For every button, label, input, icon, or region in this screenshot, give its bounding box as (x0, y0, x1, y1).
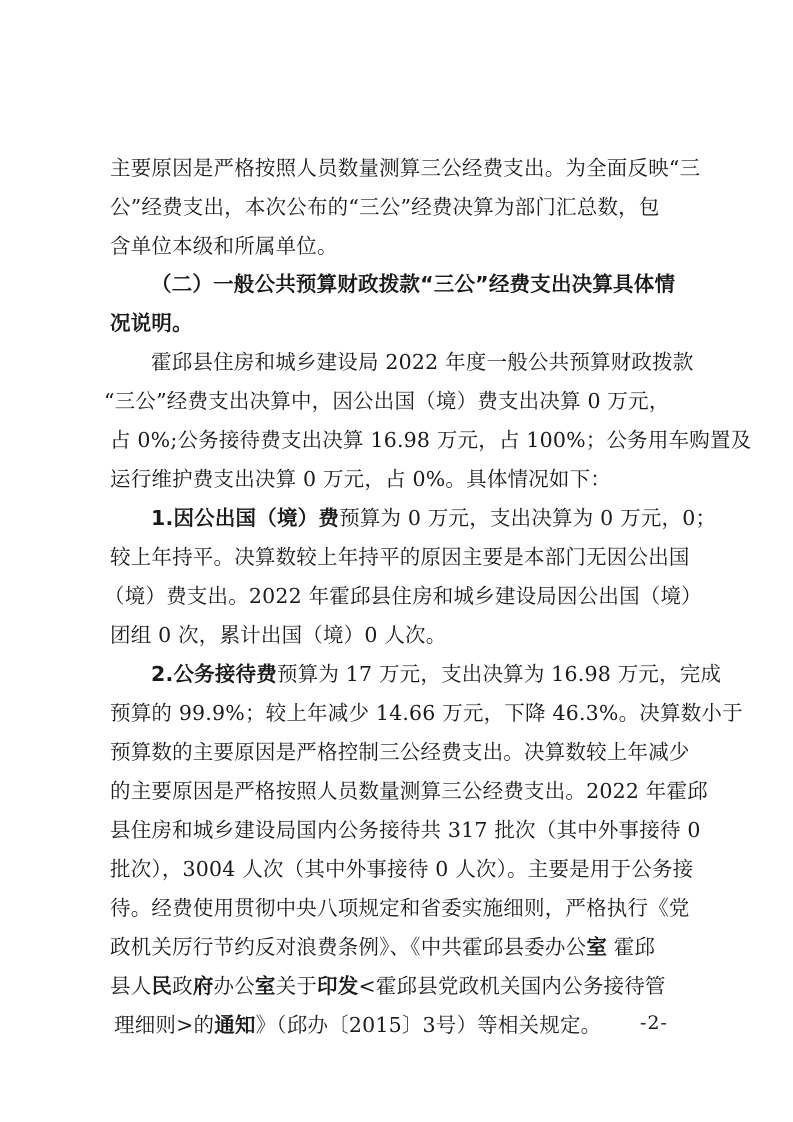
text-line: 通知 (214, 1013, 256, 1037)
text-line: 室 (254, 974, 276, 998)
text-line: 关于 (275, 974, 318, 998)
section-heading (110, 306, 193, 336)
text-line: 霍邱 (607, 935, 656, 959)
text-line: 主要原因是严格按照人员数量测算三公经费支出。为全面反映“三 (110, 156, 701, 180)
text-line: 预算为 0 万元，支出决算为 0 万元，0； (339, 506, 717, 530)
paragraph-line (110, 618, 446, 648)
paragraph-line (151, 345, 694, 375)
text-line: 霍邱县住房和城乡建设局 2022 年度一般公共预算财政拨款 (151, 350, 694, 374)
paragraph-line (110, 735, 690, 765)
paragraph-line (110, 774, 708, 804)
text-line: 办公 (213, 974, 255, 998)
paragraph-line (110, 423, 751, 453)
text-line: 理细则>的 (114, 1013, 215, 1037)
heading-text: （二）一般公共预算财政拨款“三公”经费支出决算具体情 (151, 272, 676, 296)
text-line: 民 (151, 974, 173, 998)
text-line: 预算数的主要原因是严格控制三公经费支出。决算数较上年减少 (110, 740, 690, 764)
paragraph-line (110, 969, 666, 999)
text-line: 府 (192, 974, 214, 998)
paragraph-line (110, 696, 743, 726)
text-line: 》（邱办〔2015〕3号）等相关规定。 (255, 1013, 602, 1037)
paragraph-line (151, 657, 721, 687)
paragraph-line (151, 501, 716, 531)
text-line: 较上年持平。决算数较上年持平的原因主要是本部门无因公出国 (110, 545, 690, 569)
text-line: 团组 0 次，累计出国（境）0 人次。 (110, 623, 447, 647)
paragraph-line (110, 930, 655, 960)
text-line: 县人 (110, 974, 152, 998)
paragraph-line (110, 813, 701, 843)
paragraph-line (110, 540, 690, 570)
text-line: 预算为 17 万元，支出决算为 16.98 万元，完成 (276, 662, 722, 686)
paragraph-line (110, 852, 693, 882)
text-line: 运行维护费支出决算 0 万元，占 0%。具体情况如下： (110, 467, 612, 491)
heading-text: 况说明。 (110, 311, 193, 335)
text-line: <霍邱县党政机关国内公务接待管 (358, 974, 666, 998)
paragraph-line (110, 462, 611, 492)
text-line: （境）费支出。2022 年霍邱县住房和城乡建设局因公出国（境） (104, 584, 702, 608)
paragraph-line (104, 384, 670, 414)
text-line: 预算的 99.9%；较上年减少 14.66 万元，下降 46.3%。决算数小于 (110, 701, 743, 725)
paragraph-line (110, 151, 700, 181)
text-line: “三公”经费支出决算中，因公出国（境）费支出决算 0 万元， (104, 389, 670, 413)
text-line: 政 (172, 974, 193, 998)
text-line: 公”经费支出，本次公布的“三公”经费决算为部门汇总数，包 (110, 195, 660, 219)
subheading-text: 2.公务接待费 (151, 662, 277, 686)
text-line: 县住房和城乡建设局国内公务接待共 317 批次（其中外事接待 0 (110, 818, 701, 842)
text-line: 印发 (317, 974, 359, 998)
text-line: 的主要原因是严格按照人员数量测算三公经费支出。2022 年霍邱 (110, 779, 708, 803)
page-number: -2- (640, 1012, 668, 1034)
text-line: 室 (586, 935, 608, 959)
text-line: 批次），3004 人次（其中外事接待 0 人次）。主要是用于公务接 (110, 857, 694, 881)
paragraph-line (110, 229, 338, 259)
paragraph-line (114, 1008, 601, 1038)
section-heading (151, 267, 675, 297)
text-line: 待。经费使用贯彻中央八项规定和省委实施细则，严格执行《党 (110, 896, 690, 920)
paragraph-line (110, 190, 660, 220)
paragraph-line (110, 891, 690, 921)
text-line: 含单位本级和所属单位。 (110, 234, 338, 258)
text-line: 占 0%;公务接待费支出决算 16.98 万元，占 100%；公务用车购置及 (110, 428, 752, 452)
text-line: 政机关厉行节约反对浪费条例》、《中共霍邱县委办公 (110, 935, 587, 959)
paragraph-line (104, 579, 702, 609)
subheading-text: 1.因公出国（境）费 (151, 506, 340, 530)
